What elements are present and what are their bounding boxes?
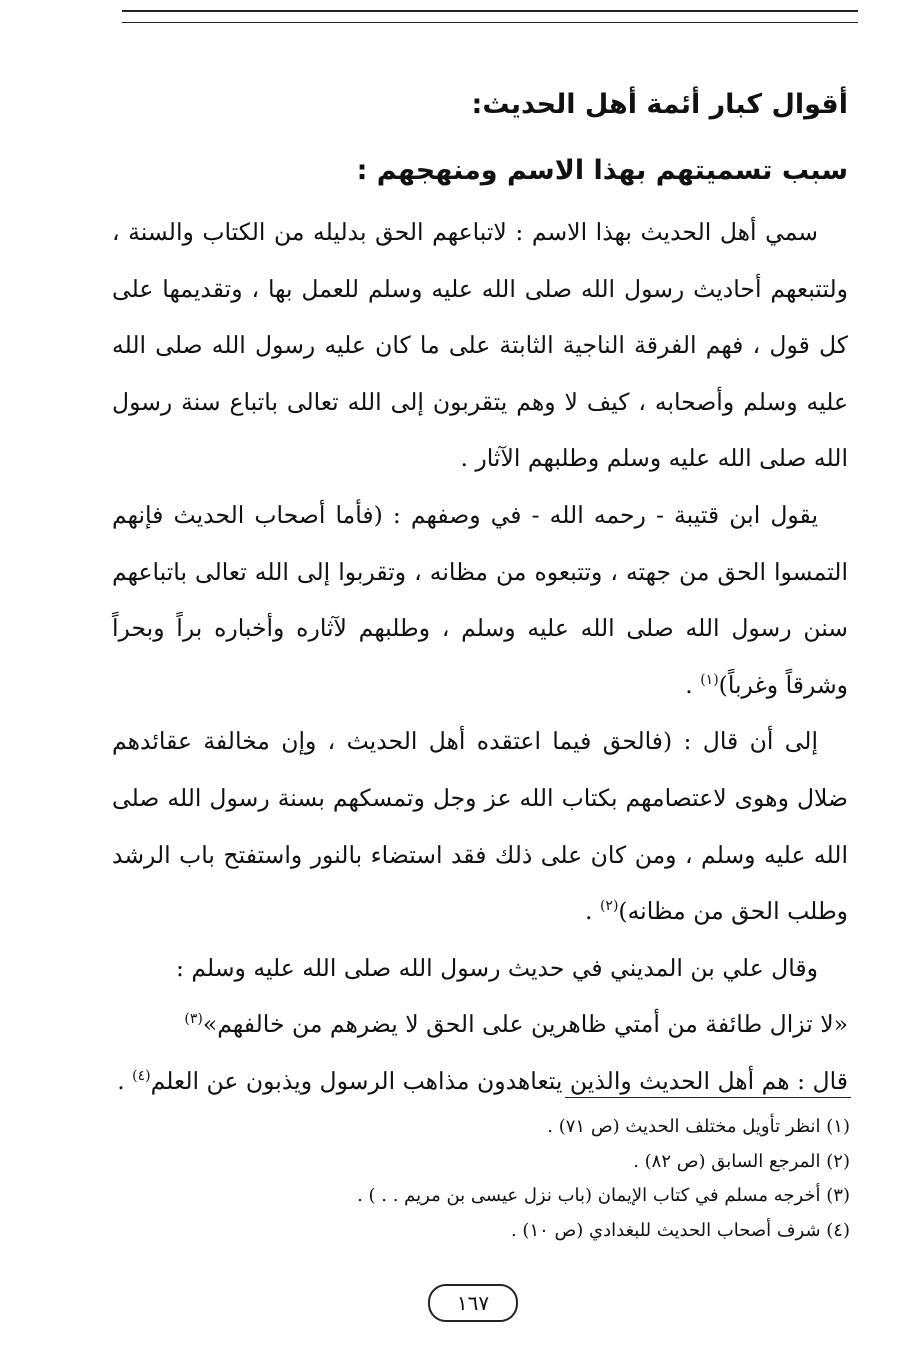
paragraph-naming-reason [112,204,848,487]
paragraph-end: . [685,670,701,699]
footnote-2: (٢) المرجع السابق (ص ٨٢) . [633,1150,850,1172]
page-number: ١٦٧ [428,1284,518,1322]
paragraph-end: . [117,1066,133,1095]
paragraph-explanation [112,1053,848,1110]
footnote-4: (٤) شرف أصحاب الحديث للبغدادي (ص ١٠) . [510,1219,850,1241]
paragraph-text: قال : هم أهل الحديث والذين يتعاهدون مذاهب الرسول ويذبون عن العلم [150,1066,848,1095]
paragraph-continuation [112,713,848,939]
paragraph-text: يقول ابن قتيبة - رحمه الله - في وصفهم : (فأما أصحاب الحديث فإنهم التمسوا الحق من جهته ، وتتبعوه من مظانه ، وتقربوا إلى الله تعالى باتباعهم سنن رسول الله صلى الله عليه وسلم ، وطلبهم لآثاره وأخباره براً وبحراً وشرقاً وغرباً) [112,500,848,699]
hadith-quote [112,996,848,1053]
footnote-ref[interactable]: (٣) [184,1011,203,1028]
paragraph-ibn-qutaybah [112,487,848,713]
footnote-ref[interactable]: (٤) [132,1068,151,1085]
footnote-1: (١) انظر تأويل مختلف الحديث (ص ٧١) . [547,1116,850,1137]
footnote-3: (٣) أخرجه مسلم في كتاب الإيمان (باب نزل عيسى بن مريم . . ) . [357,1185,850,1206]
top-double-rule [122,10,858,23]
footnote-ref[interactable]: (١) [700,671,719,688]
paragraph-text: سمي أهل الحديث بهذا الاسم : لاتباعهم الحق بدليله من الكتاب والسنة ، ولتتبعهم أحاديث رسول الله صلى الله عليه وسلم للعمل بها ، وتقديمها على كل قول ، فهم الفرقة الناجية الثابتة على ما كان عليه رسول الله صلى الله عليه وسلم وأصحابه ، كيف لا وهم يتقربون إلى الله تعالى باتباع سنة رسول الله صلى الله عليه وسلم وطلبهم الآثار . [112,218,848,473]
footnotes [112,1110,850,1248]
hadith-text: «لا تزال طائفة من أمتي ظاهرين على الحق لا يضرهم من خالفهم» [202,1010,848,1039]
paragraph-text: وقال علي بن المديني في حديث رسول الله صلى الله عليه وسلم : [176,953,818,982]
paragraph-text: إلى أن قال : (فالحق فيما اعتقده أهل الحديث ، وإن مخالفة عقائدهم ضلال وهوى لاعتصامهم بكتاب الله عز وجل وتمسكهم بسنة رسول الله صلى الله عليه وسلم ، ومن كان على ذلك فقد استضاء بالنور واستفتح باب الرشد وطلب الحق من مظانه) [112,727,848,926]
footnote-ref[interactable]: (٢) [599,898,619,915]
paragraph-ali-madini [112,940,848,997]
paragraph-end: . [584,897,600,926]
footnote-divider [565,1097,851,1098]
subsection-heading: سبب تسميتهم بهذا الاسم ومنهجهم : [356,155,848,186]
page-body [112,72,848,1110]
section-heading: أقوال كبار أئمة أهل الحديث: [471,89,848,120]
